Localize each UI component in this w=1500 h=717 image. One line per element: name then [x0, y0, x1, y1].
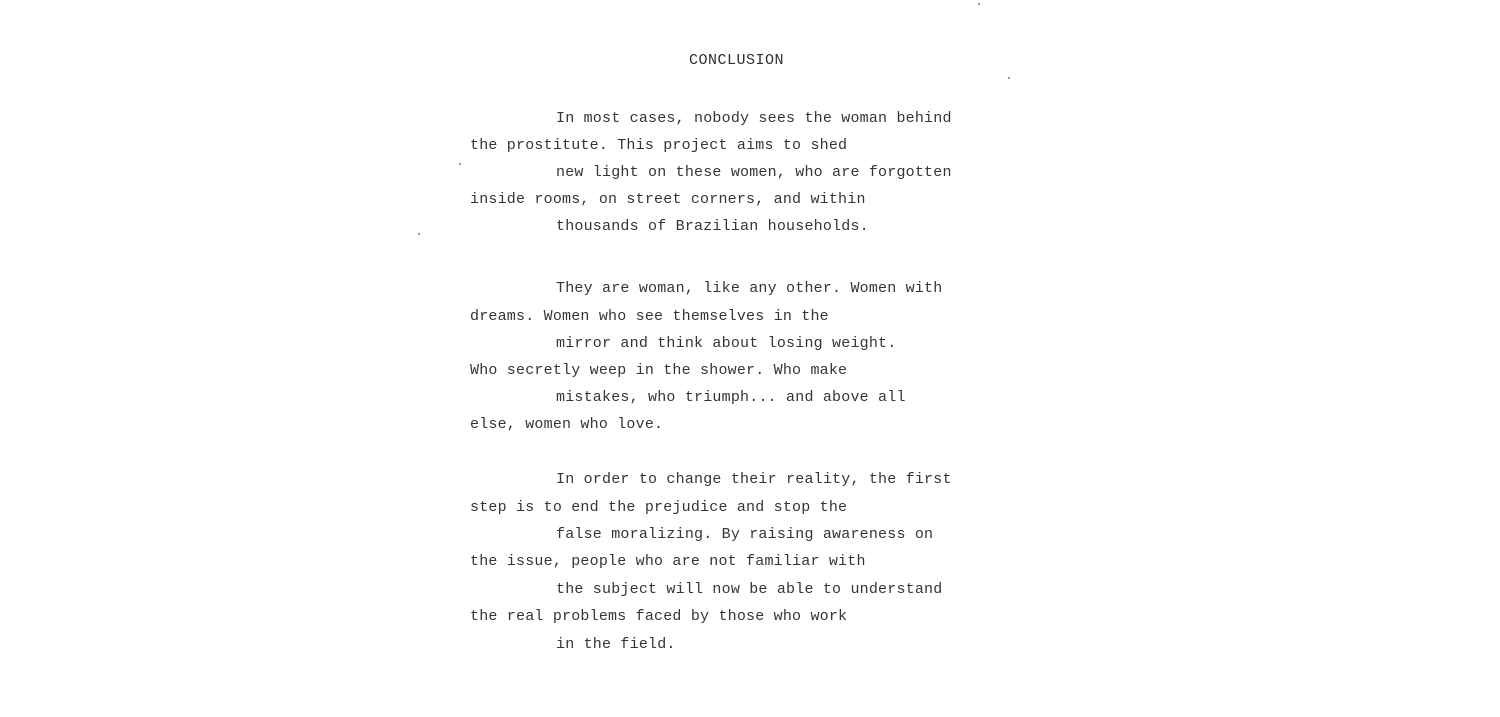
paragraph-3-line-5: the subject will now be able to understand: [556, 581, 943, 598]
paragraph-1-line-2: the prostitute. This project aims to shed: [470, 137, 848, 154]
scan-speck: [459, 163, 461, 165]
paragraph-3-line-1: In order to change their reality, the first: [556, 471, 952, 488]
paragraph-3-line-6: the real problems faced by those who work: [470, 608, 848, 625]
paragraph-1-line-1: In most cases, nobody sees the woman behind: [556, 110, 952, 127]
paragraph-2-line-6: else, women who love.: [470, 416, 664, 433]
paragraph-3-line-4: the issue, people who are not familiar with: [470, 553, 866, 570]
paragraph-2-line-4: Who secretly weep in the shower. Who make: [470, 362, 848, 379]
paragraph-2-line-2: dreams. Women who see themselves in the: [470, 308, 829, 325]
paragraph-1-line-3: new light on these women, who are forgotten: [556, 164, 952, 181]
paragraph-3-line-7: in the field.: [556, 636, 676, 653]
paragraph-2-line-3: mirror and think about losing weight.: [556, 335, 897, 352]
document-title: CONCLUSION: [689, 52, 785, 69]
scan-speck: [418, 233, 420, 235]
paragraph-2-line-5: mistakes, who triumph... and above all: [556, 389, 906, 406]
paragraph-3-line-2: step is to end the prejudice and stop the: [470, 499, 848, 516]
paragraph-1-line-5: thousands of Brazilian households.: [556, 218, 869, 235]
paragraph-3-line-3: false moralizing. By raising awareness on: [556, 526, 934, 543]
scan-speck: [978, 3, 980, 5]
paragraph-1-line-4: inside rooms, on street corners, and within: [470, 191, 866, 208]
scan-speck: [1008, 77, 1010, 79]
paragraph-2-line-1: They are woman, like any other. Women with: [556, 280, 943, 297]
